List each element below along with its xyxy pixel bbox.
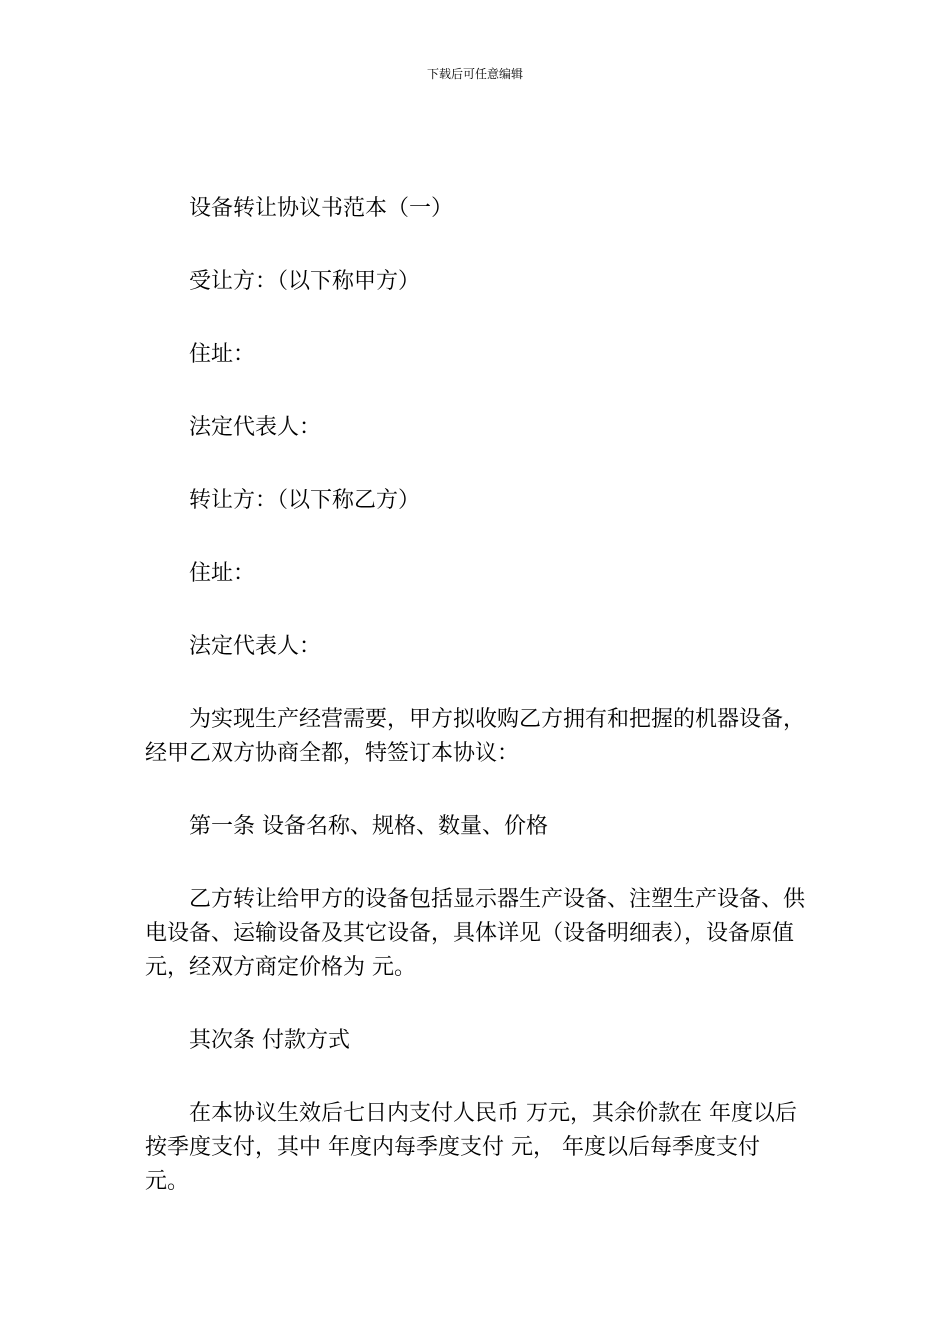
- document-body: [145, 192, 810, 1238]
- preamble-paragraph: 为实现生产经营需要，甲方拟收购乙方拥有和把握的机器设备，经甲乙双方协商全都，特签订本协议：: [145, 707, 806, 766]
- article-2-body: 在本协议生效后七日内支付人民币 万元，其余价款在 年度以后按季度支付，其中 年度内每季度支付 元， 年度以后每季度支付 元。: [145, 1101, 797, 1194]
- document-title: 设备转让协议书范本（一）: [189, 196, 454, 221]
- transferor-representative: 法定代表人：: [189, 634, 322, 659]
- article-1-body: 乙方转让给甲方的设备包括显示器生产设备、注塑生产设备、供电设备、运输设备及其它设备，具体详见（设备明细表），设备原值 元，经双方商定价格为 元。: [145, 887, 806, 980]
- transferee-line: 受让方：（以下称甲方）: [189, 269, 421, 294]
- transferor-line: 转让方：（以下称乙方）: [189, 488, 421, 513]
- article-1-heading: 第一条 设备名称、规格、数量、价格: [189, 814, 548, 839]
- transferee-representative: 法定代表人：: [189, 415, 322, 440]
- transferee-address: 住址：: [189, 342, 256, 367]
- header-note: 下载后可任意编辑: [426, 67, 523, 81]
- transferor-address: 住址：: [189, 561, 256, 586]
- article-2-heading: 其次条 付款方式: [189, 1028, 350, 1053]
